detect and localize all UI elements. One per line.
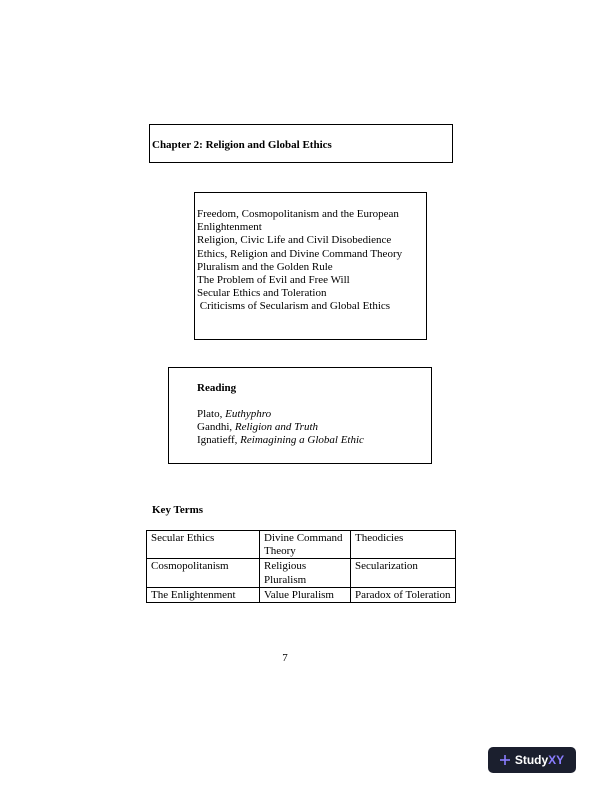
reading-author: Gandhi, xyxy=(197,421,235,434)
topic-item: Ethics, Religion and Divine Command Theory xyxy=(197,247,403,260)
topic-item: Enlightenment xyxy=(197,221,262,234)
reading-box xyxy=(168,367,432,464)
reading-heading: Reading xyxy=(197,382,237,394)
topic-item: Religion, Civic Life and Civil Disobedience xyxy=(197,234,392,247)
plus-icon xyxy=(500,755,510,765)
reading-item xyxy=(197,434,364,447)
reading-work-title: Euthyphro xyxy=(225,408,272,420)
table-cell: Theodicies xyxy=(351,531,456,559)
table-cell: Divine Command Theory xyxy=(260,531,351,559)
chapter-title: Chapter 2: Religion and Global Ethics xyxy=(152,139,332,151)
topics-box xyxy=(194,192,427,340)
table-cell: Paradox of Toleration xyxy=(351,587,456,602)
table-row xyxy=(147,559,456,587)
table-cell: Secular Ethics xyxy=(147,531,260,559)
key-terms-table xyxy=(146,530,456,603)
topics-list xyxy=(197,208,402,314)
topic-item: Secular Ethics and Toleration xyxy=(197,287,327,300)
table-cell: Secularization xyxy=(351,559,456,587)
brand-xy: XY xyxy=(548,753,565,767)
reading-item xyxy=(197,421,364,434)
reading-work-title: Religion and Truth xyxy=(234,421,319,434)
reading-list xyxy=(197,408,364,448)
table-cell: Cosmopolitanism xyxy=(147,559,260,587)
topic-item: Criticisms of Secularism and Global Ethics xyxy=(197,300,391,313)
page-number: 7 xyxy=(282,652,288,664)
reading-author: Ignatieff, xyxy=(197,434,241,447)
topic-item: Pluralism and the Golden Rule xyxy=(197,260,333,273)
reading-author: Plato, xyxy=(197,408,226,420)
table-cell: Religious Pluralism xyxy=(260,559,351,587)
topic-item: The Problem of Evil and Free Will xyxy=(197,274,350,287)
table-row xyxy=(147,587,456,602)
table-cell: Value Pluralism xyxy=(260,587,351,602)
topic-item: Freedom, Cosmopolitanism and the European xyxy=(197,208,399,220)
chapter-title-box xyxy=(149,124,453,163)
brand-study: Study xyxy=(514,753,549,767)
key-terms-heading: Key Terms xyxy=(152,504,204,516)
brand-name xyxy=(515,753,564,767)
reading-work-title: Reimagining a Global Ethic xyxy=(240,434,364,447)
table-cell: The Enlightenment xyxy=(147,587,260,602)
studyxy-watermark[interactable] xyxy=(488,747,576,773)
reading-item xyxy=(197,408,364,421)
table-row xyxy=(147,531,456,559)
